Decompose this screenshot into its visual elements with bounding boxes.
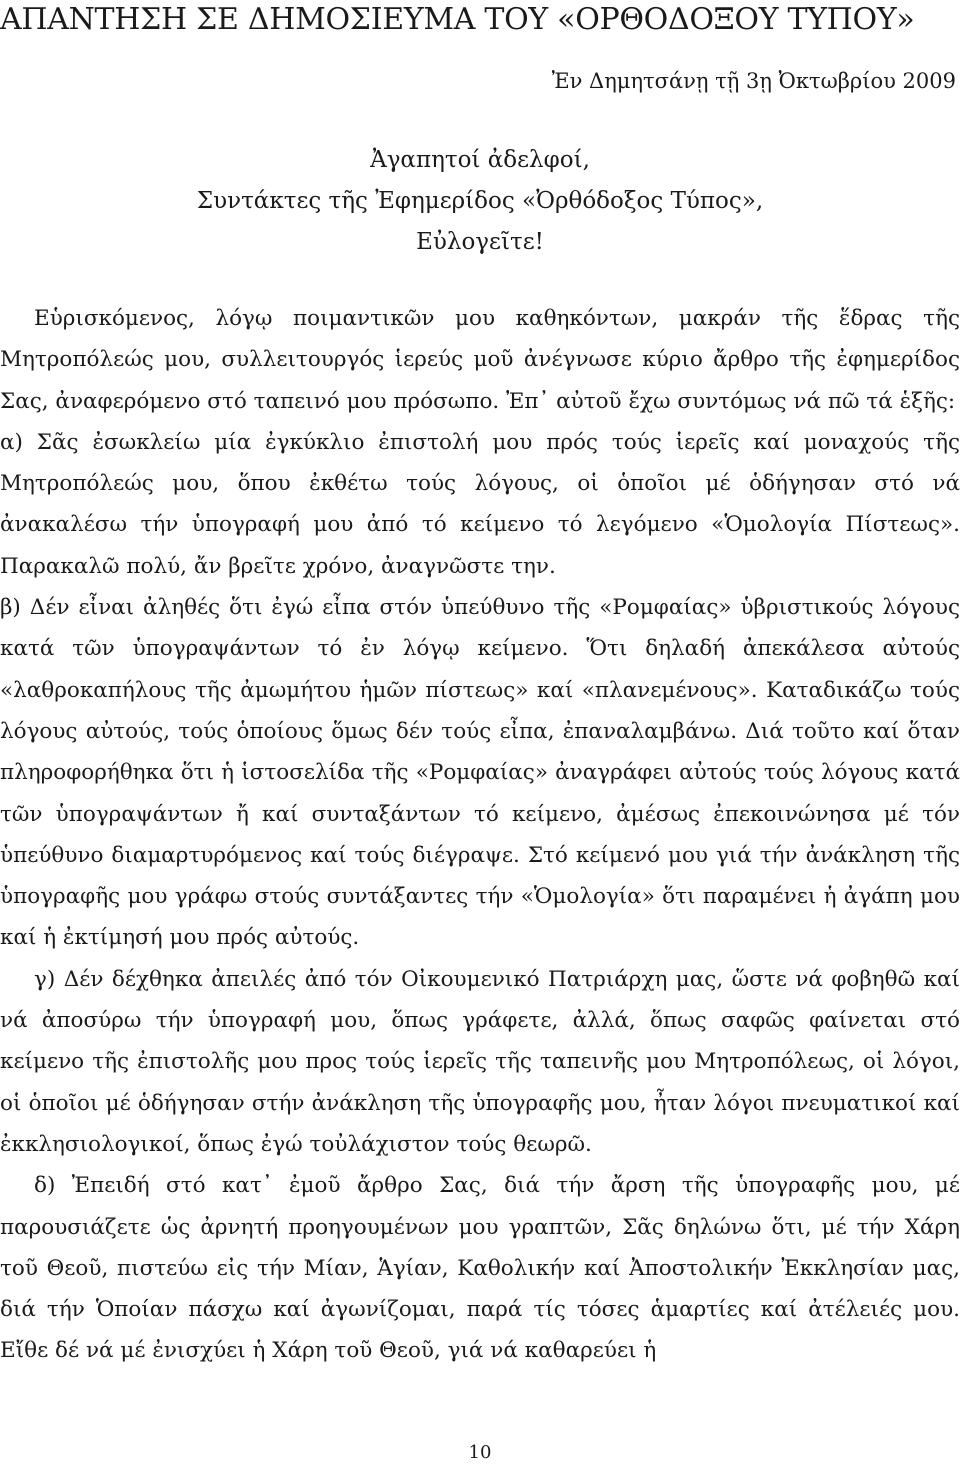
dateline: Ἐν Δημητσάνῃ τῇ 3ῃ Ὀκτωβρίου 2009 bbox=[551, 69, 956, 93]
paragraph-b: β) Δέν εἶναι ἀληθές ὅτι ἐγώ εἶπα στόν ὑπεύθυνο τῆς «Ρομφαίας» ὑβριστικούς λόγους κατά τῶν ὑπογραψάντων τό ἐν λόγῳ κείμενο. Ὅτι δηλαδή ἀπεκάλεσα αὐτούς «λαθροκαπήλους τῆς ἀμωμήτου ἡμῶν πίστεως» καί «πλανεμένους». Καταδικάζω τούς λόγους αὐτούς, τούς ὁποίους ὅμως δέν τούς εἶπα, ἐπαναλαμβάνω. Διά τοῦτο καί ὅταν πληροφορήθηκα ὅτι ἡ ἱστοσελίδα τῆς «Ρομφαίας» ἀναγράφει αὐτούς τούς λόγους κατά τῶν ὑπογραψάντων ἤ καί συνταξάντων τό κείμενο, ἀμέσως ἐπεκοινώνησα μέ τόν ὑπεύθυνο διαμαρτυρόμενος καί τούς διέγραψε. Στό κείμενό μου γιά τήν ἀνάκληση τῆς ὑπογραφῆς μου γράφω στούς συντάξαντες τήν «Ὁμολογία» ὅτι παραμένει ἡ ἀγάπη μου καί ἡ ἐκτίμησή μου πρός αὐτούς. bbox=[0, 595, 960, 951]
paragraph-a: α) Σᾶς ἐσωκλείω μία ἐγκύκλιο ἐπιστολή μου πρός τούς ἱερεῖς καί μοναχούς τῆς Μητροπόλεώς μου, ὅπου ἐκθέτω τούς λόγους, οἱ ὁποῖοι μέ ὁδήγησαν στό νά ἀνακαλέσω τήν ὑπογραφή μου ἀπό τό κείμενο τό λεγόμενο «Ὁμολογία Πίστεως». Παρακαλῶ πολύ, ἄν βρεῖτε χρόνο, ἀναγνῶστε την. bbox=[0, 429, 960, 579]
salutation-line: Συντάκτες τῆς Ἐφημερίδος «Ὀρθόδοξος Τύπος», bbox=[196, 188, 764, 214]
salutation-line: Ἀγαπητοί ἀδελφοί, bbox=[370, 147, 590, 173]
letter-body bbox=[0, 298, 960, 1372]
salutation-line: Εὐλογεῖτε! bbox=[416, 229, 544, 255]
salutation bbox=[0, 140, 960, 263]
paragraph-d: δ) Ἐπειδή στό κατ᾽ ἐμοῦ ἄρθρο Σας, διά τήν ἄρση τῆς ὑπογραφῆς μου, μέ παρουσιάζετε ὡς ἀρνητή προηγουμένων μου γραπτῶν, Σᾶς δηλώνω ὅτι, μέ τήν Χάρη τοῦ Θεοῦ, πιστεύω εἰς τήν Μίαν, Ἁγίαν, Καθολικήν καί Ἀποστολικήν Ἐκκλησίαν μας, διά τήν Ὁποίαν πάσχω καί ἀγωνίζομαι, παρά τίς τόσες ἁμαρτίες καί ἀτέλειές μου. Εἴθε δέ νά μέ ἐνισχύει ἡ Χάρη τοῦ Θεοῦ, γιά νά καθαρεύει ἡ bbox=[0, 1173, 960, 1364]
paragraph-c: γ) Δέν δέχθηκα ἀπειλές ἀπό τόν Οἰκουμενικό Πατριάρχη μας, ὥστε νά φοβηθῶ καί νά ἀποσύρω τήν ὑπογραφή μου, ὅπως γράφετε, ἀλλά, ὅπως σαφῶς φαίνεται στό κείμενο τῆς ἐπιστολῆς μου προς τούς ἱερεῖς τῆς ταπεινῆς μου Μητροπόλεως, οἱ λόγοι, οἱ ὁποῖοι μέ ὁδήγησαν στήν ἀνάκληση τῆς ὑπογραφῆς μου, ἦταν λόγοι πνευματικοί καί ἐκκλησιολογικοί, ὅπως ἐγώ τοὐλάχιστον τούς θεωρῶ. bbox=[0, 966, 960, 1157]
document-title: ΑΠΑΝΤΗΣΗ ΣΕ ΔΗΜΟΣΙΕΥΜΑ ΤΟΥ «ΟΡΘΟΔΟΞΟΥ ΤΥΠΟΥ» bbox=[0, 2, 915, 37]
page-number: 10 bbox=[468, 1442, 492, 1463]
paragraph-intro: Εὑρισκόμενος, λόγῳ ποιμαντικῶν μου καθηκόντων, μακράν τῆς ἕδρας τῆς Μητροπόλεώς μου, συλλειτουργός ἱερεύς μοῦ ἀνέγνωσε κύριο ἄρθρο τῆς ἐφημερίδος Σας, ἀναφερόμενο στό ταπεινό μου πρόσωπο. Ἐπ᾽ αὐτοῦ ἔχω συντόμως νά πῶ τά ἑξῆς: bbox=[0, 306, 960, 414]
